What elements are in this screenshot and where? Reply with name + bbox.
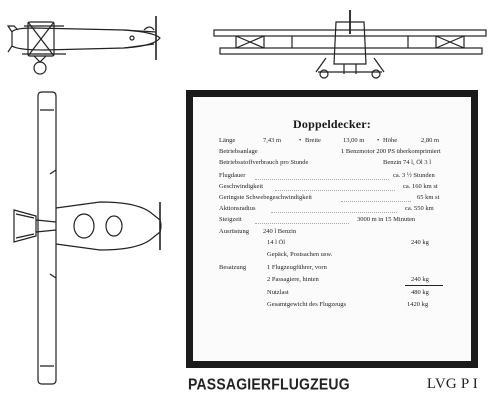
span-value: 13,00 m [343, 137, 365, 144]
equipment-value: 240 kg [411, 239, 429, 246]
height-value: 2,80 m [421, 137, 440, 144]
engine-label: Betriebsanlage [219, 148, 258, 155]
range-label: Aktionsradius [219, 205, 256, 212]
engine-value: 1 Benzmotor 200 PS überkomprimiert [341, 148, 441, 155]
bullet-separator: • [299, 137, 302, 144]
min-speed-value: 65 km st [417, 194, 440, 201]
payload-label: Nutzlast [267, 289, 289, 296]
crew-passengers: 2 Passagiere, hinten [267, 276, 319, 283]
leader-dots [271, 212, 397, 213]
sum-rule [405, 285, 443, 286]
climb-label: Steigzeit [219, 216, 242, 223]
total-weight-value: 1420 kg [407, 301, 429, 308]
caption-aircraft-type: PASSAGIERFLUGZEUG [188, 375, 350, 393]
min-speed-label: Geringste Schwebegeschwindigkeit [219, 194, 312, 201]
caption [188, 376, 488, 396]
caption-model: LVG P I [426, 376, 478, 392]
leader-dots [255, 179, 389, 180]
height-label: Höhe [383, 137, 398, 144]
endurance-label: Flugdauer [219, 172, 246, 179]
speed-label: Geschwindigkeit [219, 183, 264, 190]
total-weight-label: Gesamtgewicht des Flugzeugs [267, 301, 347, 308]
leader-dots [255, 223, 349, 224]
equipment-fuel: 240 l Benzin [263, 228, 297, 235]
fuel-use-value: Benzin 74 l, Öl 3 l [383, 159, 432, 166]
crew-label: Besatzung [219, 264, 247, 271]
speed-value: ca. 160 km st [403, 183, 438, 190]
leader-dots [341, 201, 411, 202]
leader-dots [275, 190, 395, 191]
crew-pilot: 1 Flugzeugführer, vorn [267, 264, 327, 271]
equipment-baggage: Gepäck, Postsachen usw. [267, 251, 333, 258]
climb-value: 3000 m in 15 Minuten [357, 216, 416, 223]
front-view-drawing [206, 8, 492, 80]
endurance-value: ca. 3 ½ Stunden [393, 172, 435, 179]
length-value: 7,43 m [263, 137, 282, 144]
bullet-separator: • [377, 137, 380, 144]
side-view-drawing [4, 12, 164, 76]
span-label: Breite [305, 137, 321, 144]
range-value: ca. 550 km [405, 205, 434, 212]
spec-title: Doppeldecker: [293, 117, 371, 131]
fuel-use-label: Betriebsstoffverbrauch pro Stunde [219, 159, 309, 166]
equipment-label: Ausrüstung [219, 228, 249, 235]
equipment-oil: 14 l Öl [267, 239, 286, 246]
payload-value: 480 kg [411, 289, 429, 296]
length-label: Länge [219, 137, 236, 144]
plan-view-drawing [10, 90, 170, 386]
spec-sheet [186, 90, 478, 368]
crew-value: 240 kg [411, 276, 429, 283]
